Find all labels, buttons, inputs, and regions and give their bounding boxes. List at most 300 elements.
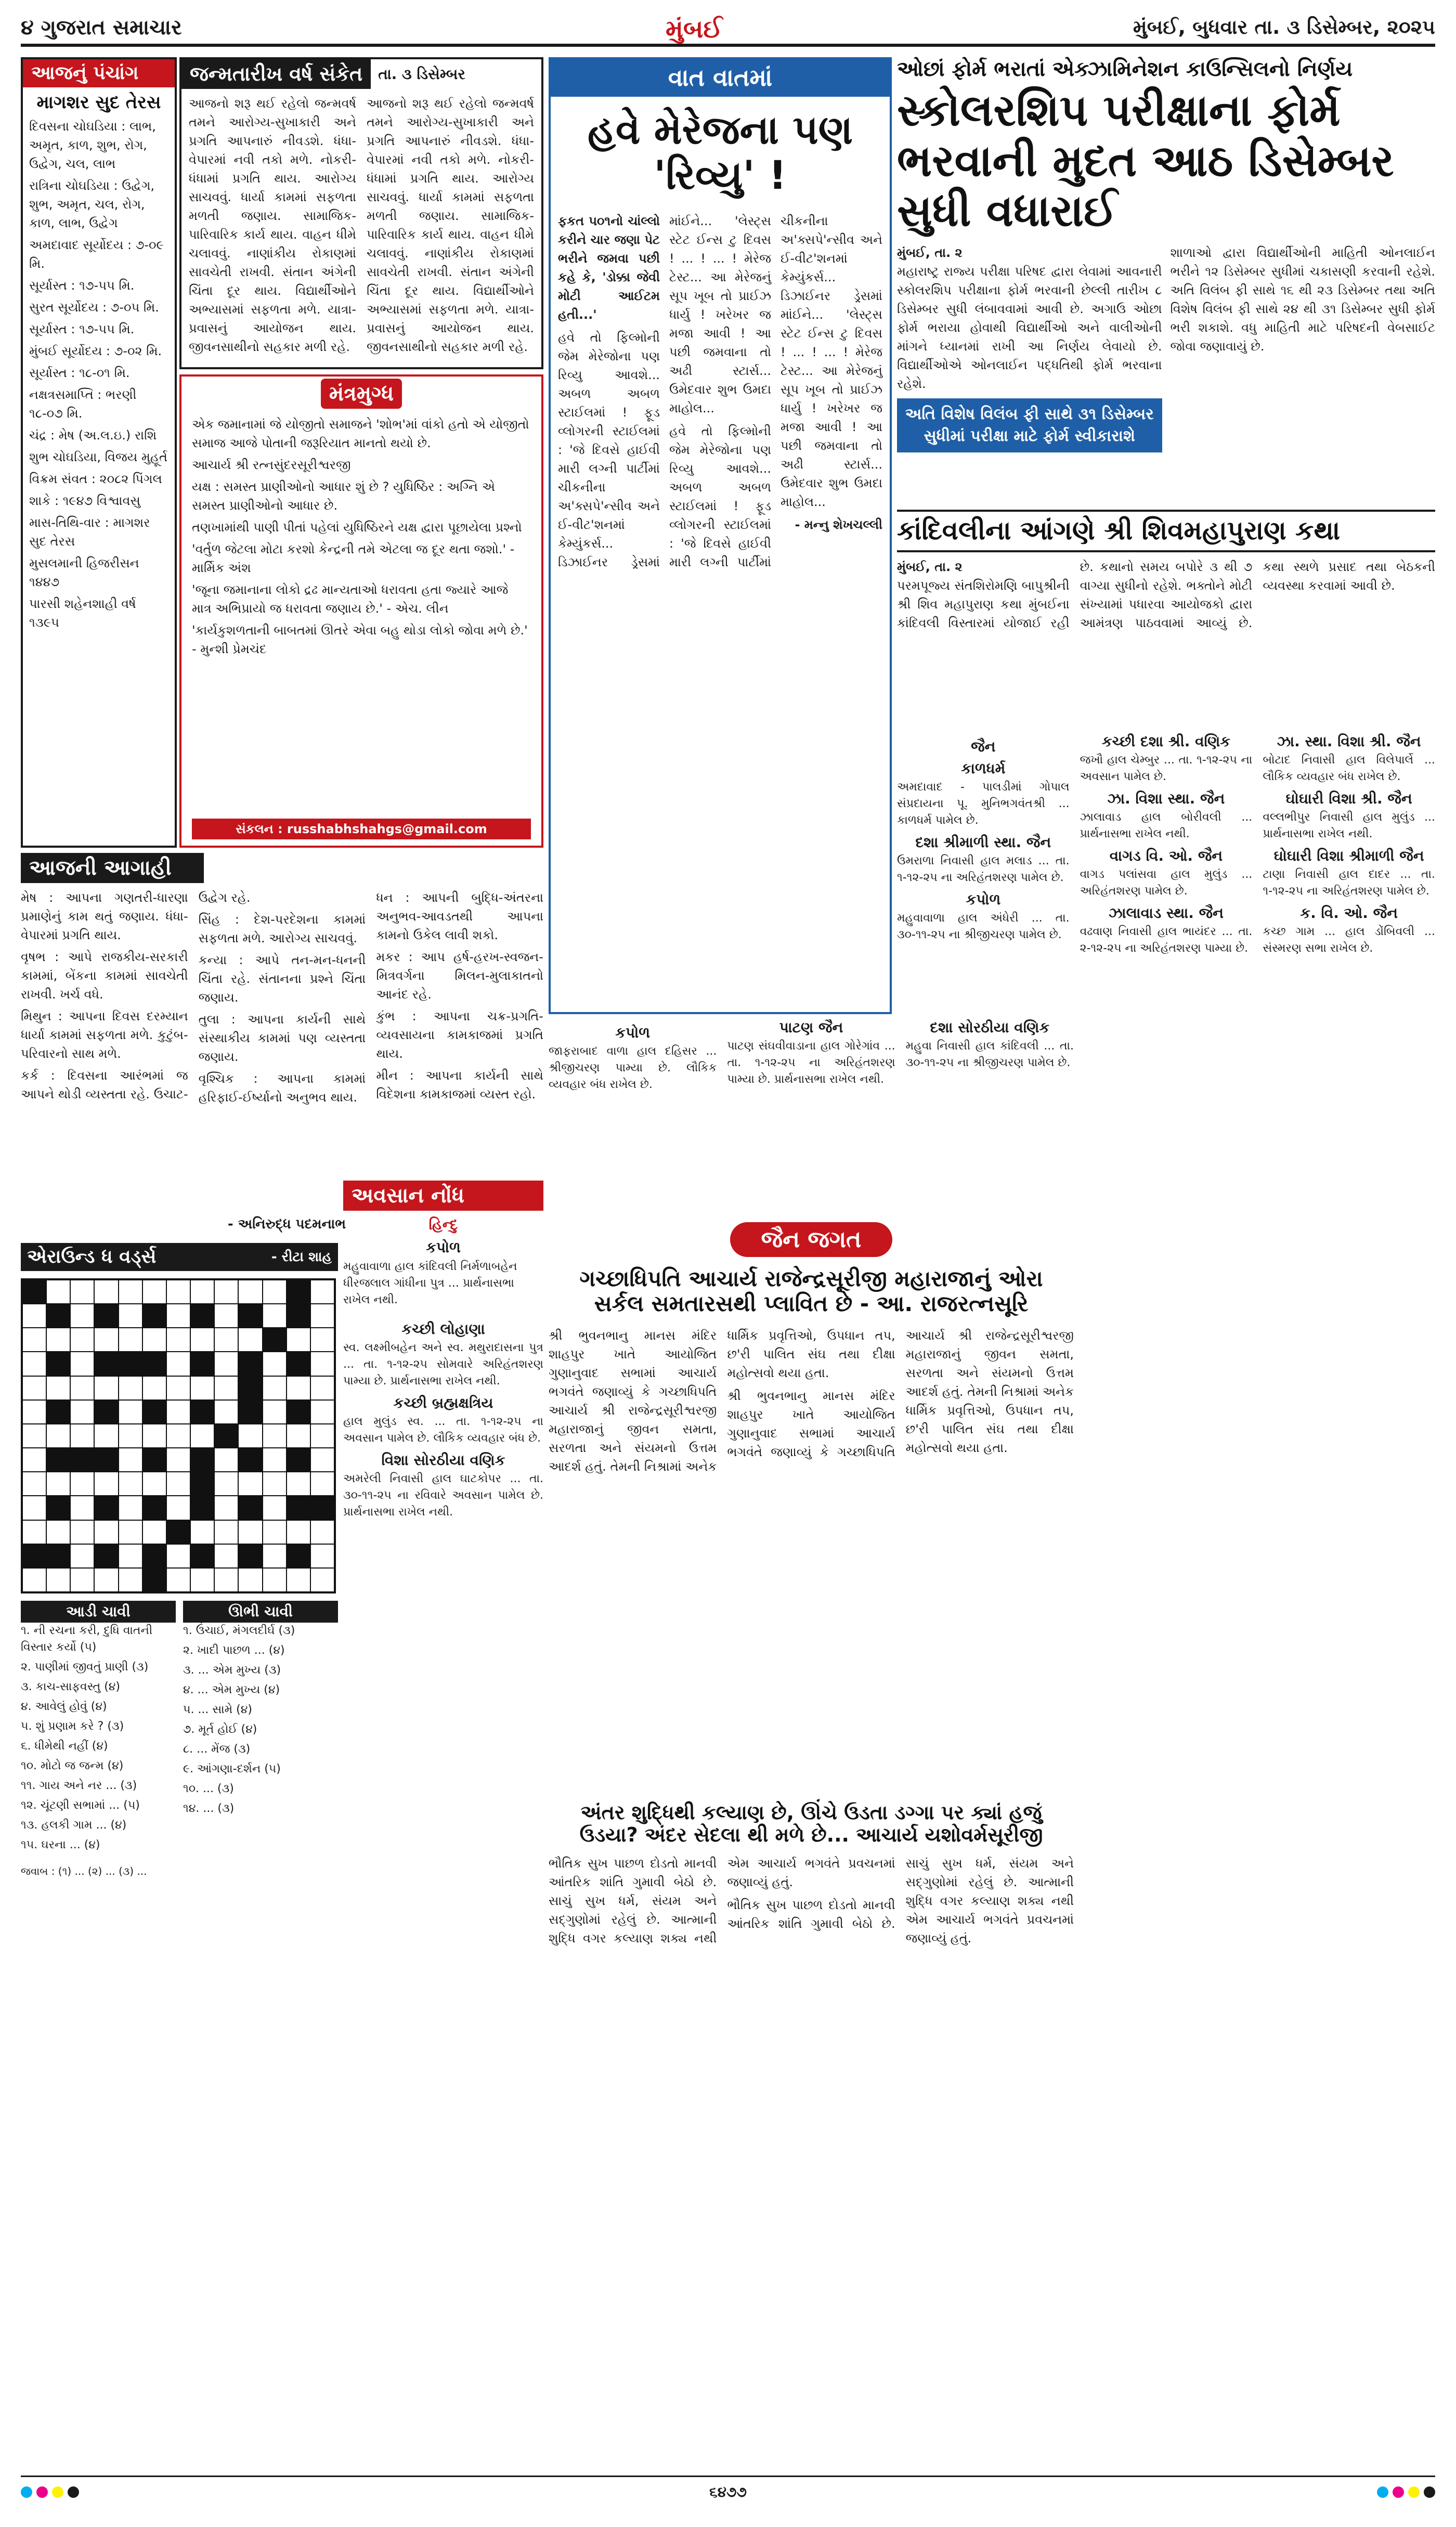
horoscope-sign: મીન : આપના કાર્યની સાથે વિદેશના કામકાજમાં વ્યસ્ત રહો.: [376, 1068, 543, 1101]
obituary-community-head: જૈન: [971, 738, 996, 755]
obituary-entry: વઢવાણ નિવાસી હાલ ભાયંદર ... તા. ૨-૧૨-૨૫ ના અરિહંતશરણ પામ્યા છે.: [1080, 925, 1253, 955]
crossword-cell[interactable]: [119, 1448, 142, 1472]
crossword-block: [46, 1544, 70, 1568]
crossword-cell[interactable]: [263, 1544, 287, 1568]
jain-title: જૈન જગત: [730, 1222, 893, 1257]
obituary-community-head: ઝા. વિશા સ્થા. જૈન: [1107, 790, 1225, 807]
crossword-block: [46, 1496, 70, 1520]
obituary-column-right: [897, 733, 1435, 2460]
crossword-cell[interactable]: [70, 1304, 94, 1328]
crossword-cell[interactable]: [94, 1568, 118, 1592]
panchang-line: સૂર્યાસ્ત : ૧૭-૫૫ મિ.: [29, 322, 135, 337]
crossword-cell[interactable]: [142, 1520, 166, 1544]
crossword-block: [263, 1328, 287, 1352]
crossword-cell[interactable]: [214, 1400, 238, 1424]
crossword-cell[interactable]: [46, 1328, 70, 1352]
across-clue: ૩. કાચ-સાફવસ્તુ (૪): [21, 1680, 120, 1694]
crossword-cell[interactable]: [22, 1472, 46, 1496]
crossword-cell[interactable]: [238, 1424, 262, 1448]
crossword-cell[interactable]: [263, 1424, 287, 1448]
crossword-cell[interactable]: [70, 1352, 94, 1376]
crossword-cell[interactable]: [214, 1544, 238, 1568]
jain-headline: ગચ્છાધિપતિ આચાર્ય રાજેન્દ્રસૂરીજી મહારાજાનું ઓરા સર્કલ સમતારસથી પ્લાવિત છે - આ. રાજરત્નસૂરિ: [579, 1266, 1043, 1317]
crossword-cell[interactable]: [238, 1328, 262, 1352]
obituary-entry: અમદાવાદ - પાલડીમાં ગોપાલ સંપ્રદાયના પૂ. મુનિભગવંતશ્રી ... કાળધર્મ પામેલ છે.: [897, 781, 1070, 827]
crossword-block: [142, 1496, 166, 1520]
lead-headline: સ્કોલરશિપ પરીક્ષાના ફોર્મ ભરવાની મુદત આઠ ડિસેમ્બર સુધી વધારાઈ: [897, 85, 1394, 237]
panchang-line: માસ-તિથિ-વાર : માગશર સુદ તેરસ: [29, 515, 150, 549]
panchang-line: રાત્રિના ચોઘડિયા : ઉદ્વેગ, શુભ, અમૃત, ચલ, રોગ, કાળ, લાભ, ઉદ્વેગ: [29, 178, 155, 231]
crossword-cell[interactable]: [46, 1424, 70, 1448]
down-list: [183, 1623, 338, 1817]
katha-text: પરમપૂજ્ય સંતશિરોમણિ બાપુશ્રીની શ્રી શિવ મહાપુરાણ કથા મુંબઈના કાંદિવલી વિસ્તારમાં યોજાઈ રહી છે. કથાનો સમય બપોરે ૩ થી ૭ વાગ્યા સુધીનો રહેશે. ભક્તોને મોટી સંખ્યામાં પધારવા આયોજકો દ્વારા આમંત્રણ પાઠવવામાં આવ્યું છે. કથા સ્થળે પ્રસાદ તથા બેઠકની વ્યવસ્થા કરવામાં આવી છે.: [897, 559, 1435, 630]
obituary-entry: મહુવાવાળા હાલ અંધેરી ... તા. ૩૦-૧૧-૨૫ ના શ્રીજીચરણ પામેલ છે.: [897, 912, 1070, 941]
color-bar-left: [21, 2486, 79, 2498]
down-clue: ૧૪. ... (૩): [183, 1802, 235, 1816]
panchang-line: સૂર્યાસ્ત : ૧૮-૦૧ મિ.: [29, 366, 130, 381]
crossword-cell[interactable]: [190, 1376, 214, 1400]
crossword-cell[interactable]: [22, 1568, 46, 1592]
crossword-cell[interactable]: [287, 1424, 310, 1448]
down-clue: ૪. ... એમ મુખ્ય (૪): [183, 1683, 280, 1697]
horoscope-sign: મિથુન : આપના દિવસ દરમ્યાન ધાર્યા કામમાં સફળતા મળે. કુટુંબ-પરિવારનો સાથ મળે.: [21, 1009, 188, 1061]
crossword-cell[interactable]: [119, 1400, 142, 1424]
obituary-community-head: કપોળ: [966, 891, 1001, 908]
obituary-community-head: ઝાલાવાડ સ્થા. જૈન: [1109, 904, 1224, 922]
crossword-cell[interactable]: [263, 1568, 287, 1592]
janma-text: આજનો શરૂ થઈ રહેલો જન્મવર્ષ તમને આરોગ્ય-સુખાકારી અને પ્રગતિ આપનારું નીવડશે. ધંધા-વેપારમાં નવી તકો મળે. નોકરી-ધંધામાં પ્રગતિ થાય. આરોગ્ય સાચવવું. ધાર્યા કામમાં સફળતા મળતી જણાય. સામાજિક-પારિવારિક કાર્ય થાય. વાહન ધીમે ચલાવવું. નાણાંકીય રોકાણમાં સાવચેતી રાખવી. સંતાન અંગેની ચિંતા દૂર થાય. વિદ્યાર્થીઓને અભ્યાસમાં સફળતા મળે. યાત્રા-પ્રવાસનું આયોજન થાય. જીવનસાથીનો સહકાર મળી રહે.: [189, 96, 356, 354]
crossword-cell[interactable]: [70, 1544, 94, 1568]
crossword-cell[interactable]: [238, 1568, 262, 1592]
crossword-cell[interactable]: [46, 1472, 70, 1496]
black-swatch: [68, 2486, 79, 2498]
crossword-cell[interactable]: [263, 1400, 287, 1424]
crossword-block: [94, 1400, 118, 1424]
crossword-grid[interactable]: [21, 1278, 336, 1593]
crossword-cell[interactable]: [263, 1352, 287, 1376]
panchang-line: પારસી શહેનશાહી વર્ષ ૧૩૯૫: [29, 597, 136, 630]
crossword-cell[interactable]: [263, 1520, 287, 1544]
footer: [21, 2476, 1435, 2507]
crossword-cell[interactable]: [287, 1472, 310, 1496]
crossword-cell[interactable]: [94, 1376, 118, 1400]
crossword-cell[interactable]: [22, 1424, 46, 1448]
crossword-block: [190, 1304, 214, 1328]
down-clues: [183, 1601, 338, 1857]
crossword-cell[interactable]: [214, 1328, 238, 1352]
crossword-box: [21, 1243, 338, 2460]
crossword-cell[interactable]: [94, 1472, 118, 1496]
crossword-block: [94, 1448, 118, 1472]
across-clues: [21, 1601, 176, 1857]
crossword-cell[interactable]: [238, 1280, 262, 1304]
crossword-block: [310, 1496, 334, 1520]
crossword-block: [238, 1400, 262, 1424]
crossword-cell[interactable]: [287, 1520, 310, 1544]
crossword-cell[interactable]: [94, 1328, 118, 1352]
crossword-block: [287, 1544, 310, 1568]
crossword-cell[interactable]: [166, 1352, 190, 1376]
crossword-block: [142, 1568, 166, 1592]
crossword-cell[interactable]: [166, 1544, 190, 1568]
crossword-cell[interactable]: [46, 1568, 70, 1592]
vatvat-headline: હવે મેરેજના પણ 'રિવ્યુ' !: [588, 107, 853, 199]
crossword-cell[interactable]: [166, 1304, 190, 1328]
crossword-cell[interactable]: [22, 1304, 46, 1328]
crossword-cell[interactable]: [263, 1376, 287, 1400]
crossword-cell[interactable]: [166, 1568, 190, 1592]
across-clue: ૧૩. હલકી ગામ ... (૪): [21, 1819, 127, 1832]
footer-code: ૬૪૭૭: [709, 2483, 747, 2500]
horoscope-box: [21, 853, 543, 1233]
crossword-block: [238, 1496, 262, 1520]
horoscope-sign: કુંભ : આપના ચક્ર-પ્રગતિ-વ્યવસાયના કામકાજમાં પ્રગતિ થાય.: [376, 1009, 543, 1061]
mantra-quote: તણખામાંથી પાણી પીતાં પહેલાં યુધિષ્ઠિરને યક્ષ દ્વારા પૂછાયેલા પ્રશ્નો: [192, 520, 522, 535]
crossword-cell[interactable]: [142, 1328, 166, 1352]
katha-body: [897, 558, 1435, 724]
crossword-cell[interactable]: [166, 1496, 190, 1520]
crossword-cell[interactable]: [94, 1280, 118, 1304]
lead-body: [897, 243, 1435, 514]
crossword-answers: જવાબ : (૧) ... (૨) ... (૩) ...: [21, 1865, 147, 1878]
masthead: [21, 16, 1435, 47]
crossword-cell[interactable]: [190, 1520, 214, 1544]
crossword-cell[interactable]: [166, 1328, 190, 1352]
crossword-cell[interactable]: [190, 1424, 214, 1448]
lead-text: મહારાષ્ટ્ર રાજ્ય પરીક્ષા પરિષદ દ્વારા લેવામાં આવનારી સ્કોલરશિપ પરીક્ષાના ફોર્મ ભરવાની છેલ્લી તારીખ ૮ ડિસેમ્બર સુધી લંબાવવામાં આવી છે. અગાઉ ઓછા ફોર્મ ભરાયા હોવાથી વિદ્યાર્થીઓ અને વાલીઓની માંગને ધ્યાનમાં રાખી આ નિર્ણય લેવાયો છે. વિદ્યાર્થીઓએ ઓનલાઈન પદ્ધતિથી ફોર્મ ભરવાના રહેશે.: [897, 264, 1162, 391]
crossword-cell[interactable]: [214, 1472, 238, 1496]
crossword-cell[interactable]: [22, 1352, 46, 1376]
cyan-swatch: [21, 2486, 32, 2498]
crossword-cell[interactable]: [263, 1280, 287, 1304]
crossword-block: [94, 1496, 118, 1520]
crossword-cell[interactable]: [166, 1424, 190, 1448]
crossword-cell[interactable]: [190, 1280, 214, 1304]
obituary-community-head: કાળધર્મ: [961, 760, 1006, 777]
crossword-cell[interactable]: [310, 1400, 334, 1424]
crossword-cell[interactable]: [22, 1328, 46, 1352]
mantra-quote: એક જમાનામાં જે યોજીતો સમાજને 'શોભ'માં વાંકો હતો એ યોજીતો સમાજ આજે પોતાની જરૂરિયાત માનતો થયો છે.: [192, 417, 529, 450]
crossword-cell[interactable]: [238, 1472, 262, 1496]
jain-text: શ્રી ભુવનભાનુ માનસ મંદિર શાહપુર ખાતે આયોજિત ગુણાનુવાદ સભામાં આચાર્ય ભગવંતે જણાવ્યું કે ગચ્છાધિપતિ આચાર્ય શ્રી રાજેન્દ્રસૂરીશ્વરજી મહારાજાનું જીવન સમતા, સરળતા અને સંયમનો ઉત્તમ આદર્શ હતું. તેમની નિશ્રામાં અનેક ધાર્મિક પ્રવૃત્તિઓ, ઉપધાન તપ, છ'રી પાલિત સંઘ તથા દીક્ષા મહોત્સવો થયા હતા.: [549, 1328, 895, 1474]
crossword-cell[interactable]: [214, 1520, 238, 1544]
crossword-block: [287, 1352, 310, 1376]
crossword-cell[interactable]: [70, 1424, 94, 1448]
obituary-entry: જાફરાબાદ વાળા હાલ દહિસર ... શ્રીજીચરણ પામ્યા છે. લૌકિક વ્યવહાર બંધ રાખેલ છે.: [549, 1045, 717, 1091]
horoscope-title: આજની આગાહી: [21, 853, 204, 883]
obituary-community-head: કચ્છી દશા શ્રી. વણિક: [1101, 733, 1231, 750]
crossword-block: [190, 1472, 214, 1496]
panchang-line: મુંબઈ સૂર્યોદય : ૭-૦૨ મિ.: [29, 344, 162, 359]
crossword-cell[interactable]: [119, 1376, 142, 1400]
crossword-cell[interactable]: [142, 1376, 166, 1400]
obituary-entry: ટાણા નિવાસી હાલ દાદર ... તા. ૧-૧૨-૨૫ ના અરિહંતશરણ પામેલ છે.: [1263, 868, 1435, 898]
crossword-cell[interactable]: [310, 1352, 334, 1376]
jain-text-cont: શ્રી ભુવનભાનુ માનસ મંદિર શાહપુર ખાતે આયોજિત ગુણાનુવાદ સભામાં આચાર્ય ભગવંતે જણાવ્યું કે ગચ્છાધિપતિ આચાર્ય શ્રી રાજેન્દ્રસૂરીશ્વરજી મહારાજાનું જીવન સમતા, સરળતા અને સંયમનો ઉત્તમ આદર્શ હતું. તેમની નિશ્રામાં અનેક ધાર્મિક પ્રવૃત્તિઓ, ઉપધાન તપ, છ'રી પાલિત સંઘ તથા દીક્ષા મહોત્સવો થયા હતા.: [727, 1328, 1074, 1459]
mantra-title: મંત્રમુગ્ધ: [321, 379, 402, 409]
vatvat-box: [549, 57, 892, 1014]
crossword-block: [287, 1304, 310, 1328]
crossword-block: [22, 1280, 46, 1304]
crossword-cell[interactable]: [214, 1568, 238, 1592]
crossword-cell[interactable]: [70, 1520, 94, 1544]
page-number: ૪: [21, 16, 34, 40]
crossword-block: [238, 1352, 262, 1376]
obituary-entry: સ્વ. લક્ષ્મીબહેન અને સ્વ. મથુરાદાસના પુત્ર ... તા. ૧-૧૨-૨૫ સોમવારે અરિહંતશરણ પામ્યા છે. પ્રાર્થનાસભા રાખેલ નથી.: [343, 1341, 543, 1388]
obituary-community-head: દશા શ્રીમાળી સ્થા. જૈન: [915, 834, 1051, 851]
crossword-cell[interactable]: [214, 1496, 238, 1520]
crossword-cell[interactable]: [142, 1472, 166, 1496]
lead-dateline: મુંબઈ, તા. ૨: [897, 245, 963, 260]
obituary-entry: કચ્છ ગામ ... હાલ ડોંબિવલી ... સંસ્મરણ સભા રાખેલ છે.: [1263, 925, 1435, 955]
down-clue: ૧૦. ... (૩): [183, 1782, 234, 1796]
horoscope-sign: ધન : આપની બુદ્ધિ-અંતરના અનુભવ-આવડતથી આપના કામનો ઉકેલ લાવી શકો.: [376, 890, 543, 942]
obituary-entry: હાલ મુલુંડ સ્વ. ... તા. ૧-૧૨-૨૫ ના અવસાન પામેલ છે. લૌકિક વ્યવહાર બંધ છે.: [343, 1415, 543, 1445]
crossword-cell[interactable]: [263, 1496, 287, 1520]
obituary-community-head: દશા સોરઠીયા વણિક: [930, 1019, 1050, 1036]
crossword-cell[interactable]: [70, 1496, 94, 1520]
across-clue: ૨. પાણીમાં જીવતું પ્રાણી (૩): [21, 1661, 149, 1674]
crossword-block: [142, 1544, 166, 1568]
magenta-swatch-right: [1393, 2486, 1404, 2498]
crossword-cell[interactable]: [119, 1544, 142, 1568]
crossword-block: [94, 1544, 118, 1568]
crossword-cell[interactable]: [119, 1424, 142, 1448]
crossword-cell[interactable]: [214, 1376, 238, 1400]
color-bar-right: [1377, 2486, 1435, 2498]
crossword-cell[interactable]: [287, 1328, 310, 1352]
across-clue: ૧૧. ગાય અને નર ... (૩): [21, 1779, 137, 1793]
crossword-cell[interactable]: [166, 1472, 190, 1496]
crossword-cell[interactable]: [166, 1376, 190, 1400]
crossword-cell[interactable]: [46, 1280, 70, 1304]
obituary-community-head: ઘોઘારી વિશા શ્રીમાળી જૈન: [1273, 847, 1424, 864]
across-clue: ૧૦. મોટો જ જન્મ (૪): [21, 1759, 124, 1773]
crossword-block: [238, 1448, 262, 1472]
panchang-line: સૂર્યાસ્ત : ૧૭-૫૫ મિ.: [29, 278, 135, 293]
crossword-cell[interactable]: [310, 1448, 334, 1472]
cyan-swatch-right: [1377, 2486, 1388, 2498]
paper-title: ગુજરાત સમાચાર: [41, 16, 182, 40]
crossword-block: [214, 1424, 238, 1448]
crossword-cell[interactable]: [310, 1472, 334, 1496]
crossword-block: [46, 1400, 70, 1424]
obituary-entry: ઉમરાળા નિવાસી હાલ મલાડ ... તા. ૧-૧૨-૨૫ ના અરિહંતશરણ પામેલ છે.: [897, 854, 1070, 884]
crossword-cell[interactable]: [119, 1472, 142, 1496]
crossword-cell[interactable]: [94, 1520, 118, 1544]
crossword-block: [287, 1448, 310, 1472]
crossword-cell[interactable]: [70, 1328, 94, 1352]
mantra-quotes: [181, 411, 541, 814]
janma-text-repeat: આજનો શરૂ થઈ રહેલો જન્મવર્ષ તમને આરોગ્ય-સુખાકારી અને પ્રગતિ આપનારું નીવડશે. ધંધા-વેપારમાં નવી તકો મળે. નોકરી-ધંધામાં પ્રગતિ થાય. આરોગ્ય સાચવવું. ધાર્યા કામમાં સફળતા મળતી જણાય. સામાજિક-પારિવારિક કાર્ય થાય. વાહન ધીમે ચલાવવું. નાણાંકીય રોકાણમાં સાવચેતી રાખવી. સંતાન અંગેની ચિંતા દૂર થાય. વિદ્યાર્થીઓને અભ્યાસમાં સફળતા મળે. યાત્રા-પ્રવાસનું આયોજન થાય. જીવનસાથીનો સહકાર મળી રહે.: [367, 96, 534, 354]
crossword-cell[interactable]: [70, 1376, 94, 1400]
katha-headline: કાંદિવલીના આંગણે શ્રી શિવમહાપુરાણ કથા: [897, 510, 1435, 552]
panchang-line: સુરત સૂર્યોદય : ૭-૦૫ મિ.: [29, 300, 159, 315]
vatvat-byline: - મન્નુ શેખચલ્લી: [795, 517, 882, 532]
panchang-line: દિવસના ચોઘડિયા : લાભ, અમૃત, કાળ, શુભ, રોગ, ઉદ્વેગ, ચલ, લાભ: [29, 119, 156, 172]
magenta-swatch: [36, 2486, 48, 2498]
crossword-cell[interactable]: [142, 1280, 166, 1304]
across-clue: ૬. ધીમેથી નહીં (૪): [21, 1740, 108, 1753]
panchang-line: મુસલમાની હિજરીસન ૧૪૪૭: [29, 556, 139, 590]
crossword-block: [190, 1400, 214, 1424]
crossword-block: [94, 1352, 118, 1376]
crossword-cell[interactable]: [310, 1376, 334, 1400]
section-title: મુંબઈ: [666, 15, 723, 44]
obituary-community-head: કચ્છી લોહાણા: [401, 1320, 485, 1338]
crossword-cell[interactable]: [22, 1400, 46, 1424]
crossword-cell[interactable]: [310, 1568, 334, 1592]
crossword-cell[interactable]: [46, 1520, 70, 1544]
crossword-cell[interactable]: [119, 1568, 142, 1592]
crossword-block: [70, 1448, 94, 1472]
mantra-contact: સંકલન : russhabhshahgs@gmail.com: [192, 819, 531, 839]
down-clue: ૫. ... સામે (૪): [183, 1703, 252, 1717]
crossword-cell[interactable]: [166, 1448, 190, 1472]
crossword-cell[interactable]: [310, 1544, 334, 1568]
crossword-cell[interactable]: [190, 1328, 214, 1352]
horoscope-sign: કન્યા : આપે તન-મન-ધનની ચિંતા રહે. સંતાનના પ્રશ્ને ચિંતા જણાય.: [198, 953, 366, 1005]
katha-story: [897, 510, 1435, 728]
down-clue: ૨. ખાદી પાછળ ... (૪): [183, 1644, 285, 1657]
down-title: ઊભી ચાવી: [183, 1601, 338, 1623]
crossword-cell[interactable]: [70, 1568, 94, 1592]
crossword-cell[interactable]: [310, 1424, 334, 1448]
crossword-cell[interactable]: [70, 1280, 94, 1304]
crossword-cell[interactable]: [190, 1568, 214, 1592]
down-clue: ૯. આંગણા-દર્શન (૫): [183, 1763, 281, 1776]
panchang-line: વિક્રમ સંવત : ૨૦૮૨ પિંગલ: [29, 472, 162, 487]
crossword-cell[interactable]: [22, 1520, 46, 1544]
crossword-block: [287, 1280, 310, 1304]
crossword-block: [22, 1544, 46, 1568]
janma-date: તા. ૩ ડિસેમ્બર: [378, 65, 465, 83]
crossword-cell[interactable]: [310, 1520, 334, 1544]
crossword-block: [190, 1448, 214, 1472]
across-clue: ૧. ની રચના કરી, દુધિ વાતની વિસ્તાર કર્યો (૫): [21, 1624, 153, 1654]
across-title: આડી ચાવી: [21, 1601, 176, 1623]
crossword-block: [142, 1448, 166, 1472]
panchang-body: [23, 87, 175, 640]
crossword-block: [142, 1400, 166, 1424]
obituary-community-head: પાટણ જૈન: [779, 1019, 843, 1036]
obituary-community-head: ક. વિ. ઓ. જૈન: [1300, 904, 1398, 922]
across-list: [21, 1623, 176, 1854]
crossword-cell[interactable]: [263, 1304, 287, 1328]
crossword-block: [94, 1304, 118, 1328]
crossword-cell[interactable]: [70, 1400, 94, 1424]
panchang-line: શુભ ચોઘડિયા, વિજય મુહૂર્ત: [29, 450, 167, 465]
crossword-cell[interactable]: [166, 1400, 190, 1424]
crossword-cell[interactable]: [119, 1496, 142, 1520]
panchang-line: શાકે : ૧૯૪૭ વિશ્વાવસુ: [29, 494, 140, 509]
crossword-cell[interactable]: [119, 1304, 142, 1328]
obituary-entry: પાટણ સંઘવીવાડાના હાલ ગોરેગાંવ ... તા. ૧-૧૨-૨૫ ના અરિહંતશરણ પામ્યા છે. પ્રાર્થનાસભા રાખેલ નથી.: [727, 1040, 895, 1086]
horoscope-signs: [21, 883, 543, 1221]
crossword-cell[interactable]: [214, 1280, 238, 1304]
mantra-quote: 'જૂના જમાનાના લોકો દ્રઢ માન્યતાઓ ધરાવતા હતા જ્યારે આજે માત્ર અભિપ્રાયો જ ધરાવતા જણાય છે.' - એચ. લીન: [192, 582, 509, 616]
janma-text-block: [181, 89, 541, 370]
paper-name: [21, 16, 182, 40]
horoscope-sign: મકર : આપ હર્ષ-હરખ-સ્વજન-મિત્રવર્ગના મિલન-મુલાકાતનો આનંદ રહે.: [376, 950, 543, 1002]
down-clue: ૭. મૂર્ત હોઈ (૪): [183, 1723, 257, 1736]
crossword-author: - રીટા શાહ: [271, 1249, 332, 1265]
crossword-cell[interactable]: [22, 1448, 46, 1472]
crossword-block: [238, 1304, 262, 1328]
obituary-text: મહુવાવાળા હાલ કાંદિવલી નિર્મળાબહેન ધીરજલાલ ગાંધીના પુત્ર ... પ્રાર્થનાસભા રાખેલ નથી.: [343, 1260, 517, 1306]
mantra-box: [179, 374, 543, 848]
crossword-cell[interactable]: [214, 1304, 238, 1328]
crossword-block: [190, 1352, 214, 1376]
crossword-cell[interactable]: [142, 1424, 166, 1448]
crossword-cell[interactable]: [310, 1280, 334, 1304]
obituary-entry: વલ્લભીપુર નિવાસી હાલ મુલુંડ ... પ્રાર્થનાસભા રાખેલ નથી.: [1263, 811, 1435, 840]
horoscope-sign: કર્ક : દિવસના આરંભમાં જ આપને થોડી વ્યસ્તતા રહે. ઉચાટ-ઉદ્વેગ રહે.: [21, 890, 251, 1101]
down-clue: ૩. ... એમ મુખ્ય (૩): [183, 1664, 281, 1677]
crossword-cell[interactable]: [119, 1280, 142, 1304]
crossword-cell[interactable]: [310, 1304, 334, 1328]
crossword-cell[interactable]: [94, 1424, 118, 1448]
crossword-cell[interactable]: [119, 1520, 142, 1544]
obituary-community-head: વાગડ વિ. ઓ. જૈન: [1109, 847, 1223, 864]
horoscope-sign: તુલા : આપના કાર્યની સાથે સંસ્થાકીય કામમાં પણ વ્યસ્તતા જણાય.: [198, 1012, 366, 1064]
obituary-community-head: ઘોઘારી વિશા શ્રી. જૈન: [1285, 790, 1412, 807]
black-swatch-right: [1424, 2486, 1435, 2498]
crossword-block: [142, 1352, 166, 1376]
crossword-cell[interactable]: [46, 1376, 70, 1400]
panchang-line: અમદાવાદ સૂર્યોદય : ૭-૦૯ મિ.: [29, 238, 164, 271]
crossword-cell[interactable]: [287, 1568, 310, 1592]
crossword-cell[interactable]: [70, 1472, 94, 1496]
obituary-box: [343, 1181, 543, 1311]
crossword-cell[interactable]: [238, 1520, 262, 1544]
crossword-block: [119, 1352, 142, 1376]
crossword-block: [190, 1496, 214, 1520]
panchang-tithi: માગશર સુદ તેરસ: [36, 92, 161, 113]
crossword-block: [287, 1496, 310, 1520]
jain-subhead: અંતર શુદ્ધિથી કલ્યાણ છે, ઊંચે ઉડતા ડગ્ગા પર ક્યાં હજું ઉડયા? અંદર સેદલા થી મળે છે... આચાર્ય યશોવર્મસૂરીજી: [579, 1800, 1043, 1847]
crossword-cell[interactable]: [287, 1376, 310, 1400]
crossword-cell[interactable]: [214, 1352, 238, 1376]
horoscope-sign: મેષ : આપના ગણતરી-ધારણા પ્રમાણેનું કામ થતું જણાય. ધંધા-વેપારમાં પ્રગતિ થાય.: [21, 890, 188, 942]
crossword-block: [238, 1376, 262, 1400]
obituary-entry: જખૌ હાલ ચેમ્બુર ... તા. ૧-૧૨-૨૫ ના અવસાન પામેલ છે.: [1080, 754, 1253, 783]
mantra-quote: આચાર્ય શ્રી રત્નસુંદરસૂરીશ્વરજી: [192, 458, 351, 472]
crossword-cell[interactable]: [263, 1472, 287, 1496]
crossword-cell[interactable]: [166, 1280, 190, 1304]
crossword-cell[interactable]: [214, 1448, 238, 1472]
lead-callout: અતિ વિશેષ વિલંબ ફી સાથે ૩૧ ડિસેમ્બર સુધીમાં પરીક્ષા માટે ફોર્મ સ્વીકારાશે: [897, 398, 1162, 452]
obituary-community-head: વિશા સોરઠીયા વણિક: [381, 1452, 505, 1469]
crossword-cell[interactable]: [263, 1448, 287, 1472]
crossword-cell[interactable]: [22, 1496, 46, 1520]
crossword-cell[interactable]: [119, 1328, 142, 1352]
obituary-title: અવસાન નોંધ: [343, 1181, 543, 1211]
yellow-swatch: [52, 2486, 63, 2498]
crossword-cell[interactable]: [310, 1328, 334, 1352]
obituary-entry: બોટાદ નિવાસી હાલ વિલેપાર્લે ... લૌકિક વ્યવહાર બંધ રાખેલ છે.: [1263, 754, 1435, 783]
crossword-block: [238, 1544, 262, 1568]
vatvat-text: હવે તો ફિલ્મોની જેમ મેરેજોના પણ રિવ્યુ આવશે... અબળ અબળ સ્ટાઈલમાં ! ફૂડ વ્લોગરની સ્ટાઈલમાં : 'જે દિવસે હાઈવી મારી લગ્ની પાર્ટીમાં ચીકનીના અ'ક્સપે'ન્સીવ અને ઈ-વીટ'શનમાં કેમ્યુંકર્સ... ડિઝાઈનર ડ્રેસમાં માંઈને... 'લેસ્ટ્સ સ્ટેટ ઈન્સ ટુ દિવસ ! ... ! ... ! મેરેજ ટેસ્ટ... આ મેરેજનું સૂપ ખૂબ તો પ્રાઈઝ ધાર્યુ ! ખરેખર જ મજા આવી ! આ પછી જમવાના તો અઢી સ્ટાર્સ... ઉમેદવાર શુભ ઉમદા માહોલ...: [558, 213, 771, 569]
across-clue: ૧૫. ઘરના ... (૪): [21, 1838, 100, 1852]
obituary-community: કપોળ: [426, 1239, 461, 1256]
mantra-quote: યક્ષ : સમસ્ત પ્રાણીઓનો આધાર શું છે ? યુધિષ્ઠિર : અગ્નિ એ સમસ્ત પ્રાણીઓનો આધાર છે.: [192, 480, 495, 513]
crossword-block: [46, 1352, 70, 1376]
crossword-block: [142, 1304, 166, 1328]
crossword-cell[interactable]: [22, 1376, 46, 1400]
obituary-entry: ઝાલાવાડ હાલ બોરીવલી ... પ્રાર્થનાસભા રાખેલ નથી.: [1080, 811, 1253, 840]
crossword-block: [287, 1400, 310, 1424]
